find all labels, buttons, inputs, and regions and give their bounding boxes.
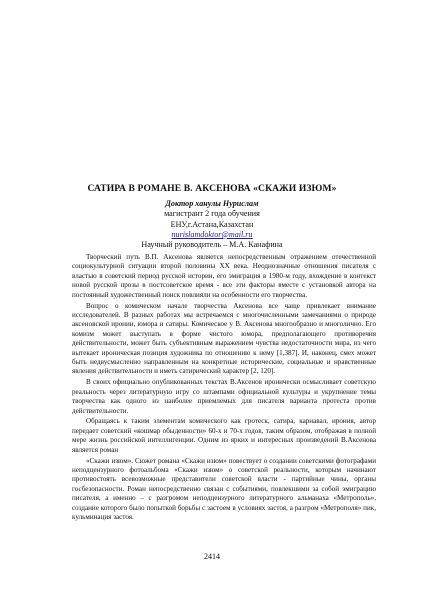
supervisor-line: Научный руководитель – М.А. Канафина [141,240,283,250]
author-email-link[interactable]: nurislamdoktor@mail.ru [171,229,253,239]
body-paragraph: В своих официально опубликованных текстах В.Аксенов иронически осмысливает советскую реальность через литературную игру со штампами официальной культуры и укрупнение темы творчества как одного из наиболее приемлемых для писателя варианта протеста против действительности. [72,378,376,415]
body-paragraph: Творческий путь В.П. Аксенова является непосредственным отражением отечественной социокультурной ситуации второй половины XX века. Неоднозначные отношения писателя с властью в советский период русской истории, его эмиграция в 1980-м году, вхождение в контекст новой русской прозы в постсоветское время - все эти факторы вместе с установкой автора на постоянный художественный поиск повлияли на особенности его творчества. [72,253,376,299]
article-body [72,253,376,524]
page-number: 2414 [204,552,220,561]
author-status: магистрант 2 года обучения [164,209,260,219]
author-affiliation: ЕНУ,г.Астана,Казахстан [170,219,254,229]
author-block [0,199,424,250]
body-paragraph: Вопрос о комическом начале творчества Аксенова все чаще привлекает внимание исследователей. В разных работах мы встречаемся с многочисленными замечаниями о природе аксеновской иронии, юмора и сатиры. Комическое у В. Аксенова многообразно и многолично. Его комизм может выступать в форме чистого юмора, предполагающего противоречия действительности, может быть субъективным выражением чувства недостаточности мира, из чего вытекает ироническая позиция художника по отношению к нему [1,387]. И, наконец, смех может быть недвусмысленно направленным на конкретные исторические, социальные и нравственные явления действительности и иметь сатирический характер [2, 120]. [72,301,376,376]
body-paragraph: Обращаясь к таким элементам комического как гротеск, сатира, карнавал, ирония, автор передает советский «кошмар обыденности» 60-х и 70-х годов, таким образом, отображая в полной мере жизнь российской интеллигенции. Одним из ярких и интересных произведений В.Аксенова является роман [72,417,376,454]
body-paragraph: «Скажи изюм». Сюжет романа «Скажи изюм» повествует о создании советскими фотографами неподцензурного фотоальбома «Скажи изюм» о советской реальности, которым начинают противостоять всевозможные представители советской власти - партийные чины, органы госбезопасности. Роман непосредственно связан с событиями, повлекшими за собой эмиграцию писателя, а именно – с разгромом неподцензурного литературного альманаха «Метрополь», создание которого было попыткой борьбы с застоем в условиях застоя, а разгром «Метрополя» пик, кульминация застоя. [72,456,376,521]
article-title: САТИРА В РОМАНЕ В. АКСЕНОВА «СКАЖИ ИЗЮМ» [87,183,337,194]
author-name: Доктор ханулы Нурислам [165,199,259,208]
